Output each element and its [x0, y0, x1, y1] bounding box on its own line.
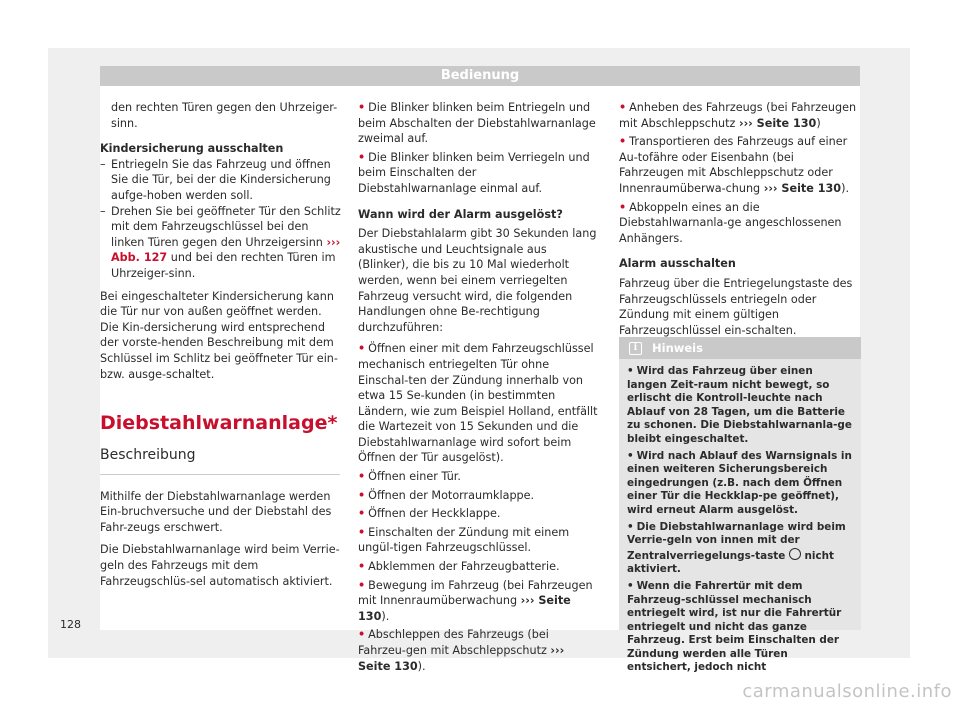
- section-title: Diebstahlwarnanlage*: [100, 412, 338, 435]
- bullet-item: • Bewegung im Fahrzeug (bei Fahrzeugen mit Innenraumüberwachung ››› Seite 130).: [358, 578, 593, 623]
- page-ref-link[interactable]: ››› Seite 130: [358, 644, 565, 673]
- hint-body: [619, 359, 861, 675]
- bullet-item: • Transportieren des Fahrzeugs auf einer Au-tofähre oder Eisenbahn (bei Fahrzeugen mit Abschleppschutz oder Innenraumüberwa-chung ››› Seite 130).: [619, 135, 850, 195]
- subheading-alarm-off: Alarm ausschalten: [619, 257, 736, 271]
- paragraph-description-2: Die Diebstahlwarnanlage wird beim Verrie-geln des Fahrzeugs mit dem Fahrzeugschlüs-sel automatisch aktiviert.: [100, 543, 340, 588]
- step-2: – Drehen Sie bei geöffneter Tür den Schlitz mit dem Fahrzeugschlüssel bei den linken Türen gegen den Uhrzeigersinn ››› Abb. 127 und bei den rechten Türen im Uhrzeiger-sinn.: [100, 204, 342, 282]
- watermark: carmanualsonline.info: [742, 681, 952, 702]
- hint-bullet: • Wenn die Fahrertür mit dem Fahrzeug-schlüssel mechanisch entriegelt wird, ist nur die Fahrertür entriegelt und nicht das ganze Fahrzeug. Erst beim Einschalten der Zündung werden alle Türen entsichert, jedoch nicht: [627, 579, 842, 674]
- subtitle-rule: [100, 474, 340, 475]
- column-left: [100, 100, 342, 589]
- hint-box: [619, 337, 861, 674]
- paragraph-kindersicherung: Bei eingeschalteter Kindersicherung kann die Tür nur von außen geöffnet werden. Die Kin-dersicherung wird entsprechend der vorste-henden Beschreibung mit dem Schlüssel im Schlitz bei geöffneter Tür ein- bzw. ausge-schaltet.: [100, 289, 338, 381]
- bullet-item: • Einschalten der Zündung mit einem ungül-tigen Fahrzeugschlüssel.: [358, 525, 570, 555]
- paragraph-description-1: Mithilfe der Diebstahlwarnanlage werden Ein-bruchversuche und der Diebstahl des Fahr-zeugs erschwert.: [100, 489, 332, 534]
- bullet-item: • Abklemmen der Fahrzeugbatterie.: [358, 560, 560, 574]
- hint-header: [619, 337, 861, 359]
- bullet-item: • Abkoppeln eines an die Diebstahlwarnanla-ge angeschlossenen Anhängers.: [619, 200, 842, 245]
- figure-ref-link[interactable]: ››› Abb. 127: [111, 235, 341, 265]
- hint-title: Hinweis: [652, 341, 703, 355]
- page-ref-link[interactable]: ››› Seite 130: [738, 116, 817, 130]
- bullet-item: • Anheben des Fahrzeugs (bei Fahrzeugen mit Abschleppschutz ››› Seite 130): [619, 101, 857, 130]
- paragraph-alarm-off: Fahrzeug über die Entriegelungstaste des Fahrzeugschlüssels entriegeln oder Zündung mit einem gültigen Fahrzeugschlüssel ein-schalten.: [619, 276, 853, 337]
- bullet-item: • Die Blinker blinken beim Verriegeln und beim Einschalten der Diebstahlwarnanlage einmal auf.: [358, 150, 590, 195]
- step-1: – Entriegeln Sie das Fahrzeug und öffnen Sie die Tür, bei der die Kindersicherung aufge-hoben werden soll.: [100, 157, 342, 204]
- column-right: [619, 100, 861, 338]
- page-number: 128: [60, 618, 81, 631]
- section-header: Bedienung: [100, 66, 860, 86]
- bullet-item: • Abschleppen des Fahrzeugs (bei Fahrzeu-gen mit Abschleppschutz ››› Seite 130).: [358, 628, 565, 673]
- section-subtitle: Beschreibung: [100, 447, 196, 464]
- info-icon: i: [629, 342, 642, 355]
- central-lock-key-icon: [789, 548, 801, 560]
- hint-bullet: • Die Diebstahlwarnanlage wird beim Verrie-geln von innen mit der Zentralverriegelungs-taste nicht aktiviert.: [627, 520, 846, 576]
- page-ref-link[interactable]: ››› Seite 130: [763, 181, 842, 195]
- continued-text: den rechten Türen gegen den Uhrzeiger- sinn.: [111, 101, 338, 130]
- bullet-item: • Öffnen der Heckklappe.: [358, 507, 501, 521]
- bullet-item: • Öffnen einer mit dem Fahrzeugschlüssel mechanisch entriegelten Tür ohne Einschal-ten der Zündung innerhalb von etwa 15 Se-kunden (in bestimmten Ländern, wie zum Beispiel Holland, entfällt die Wartezeit von 15 Sekunden und die Diebstahlwarnanlage wird sofort beim Öffnen der Tür ausgelöst).: [358, 342, 598, 465]
- paragraph-alarm: Der Diebstahlalarm gibt 30 Sekunden lang akustische und Leuchtsignale aus (Blinker), die bis zu 10 Mal wiederholt werden, wenn bei einem verriegelten Fahrzeug versucht wird, die folgenden Handlungen ohne Be-rechtigung durchzuführen:: [358, 227, 597, 334]
- page-ref-link[interactable]: ››› Seite 130: [358, 594, 571, 623]
- hint-bullet: • Wird nach Ablauf des Warnsignals in einen weiteren Sicherungsbereich eingedrungen (z.B. nach dem Öffnen einer Tür die Heckklap-pe geöffnet), wird erneut Alarm ausgelöst.: [627, 449, 852, 516]
- bullet-item: • Die Blinker blinken beim Entriegeln und beim Abschalten der Diebstahlwarnanlage zweimal auf.: [358, 101, 596, 146]
- subheading-alarm: Wann wird der Alarm ausgelöst?: [358, 207, 563, 221]
- hint-bullet: • Wird das Fahrzeug über einen langen Zeit-raum nicht bewegt, so erlischt die Kontroll-leuchte nach Ablauf von 28 Tagen, um die Batterie zu schonen. Die Diebstahlwarnanla-ge bleibt eingeschaltet.: [627, 365, 852, 445]
- column-middle: [358, 100, 598, 674]
- bullet-item: • Öffnen der Motorraumklappe.: [358, 488, 535, 502]
- subheading-kindersicherung: Kindersicherung ausschalten: [100, 142, 284, 156]
- bullet-item: • Öffnen einer Tür.: [358, 470, 461, 484]
